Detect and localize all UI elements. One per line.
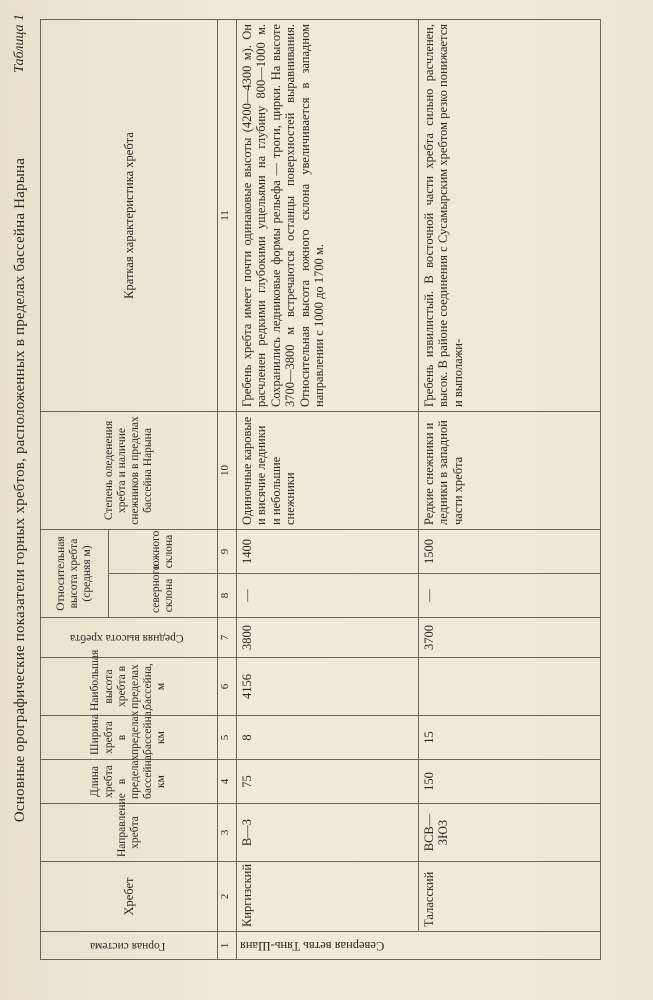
col-number: 1	[218, 932, 237, 960]
header-length: Длина хребта в пределах бассейна, км	[41, 760, 218, 804]
header-width: Ширина хребта в пределах бассейна, км	[41, 716, 218, 760]
column-number-row	[218, 20, 237, 960]
ridge-direction: В—З	[237, 804, 419, 862]
south-slope-height: 1500	[419, 530, 601, 574]
col-number: 3	[218, 804, 237, 862]
header-south-slope: южного склона	[109, 530, 218, 574]
col-number: 5	[218, 716, 237, 760]
header-relative-height: Относительная высота хребта (средняя м)	[41, 530, 109, 618]
header-mean-height: Средняя высота хребта	[41, 618, 218, 658]
ridge-width: 15	[419, 716, 601, 760]
south-slope-height: 1400	[237, 530, 419, 574]
header-ridge: Хребет	[41, 862, 218, 932]
col-number: 4	[218, 760, 237, 804]
col-number: 2	[218, 862, 237, 932]
ridge-max-height: 4156	[237, 658, 419, 716]
header-row	[41, 20, 109, 960]
header-direction: Направление хребта	[41, 804, 218, 862]
table-row	[237, 20, 419, 960]
header-character: Краткая характеристика хребта	[41, 20, 218, 412]
col-number: 6	[218, 658, 237, 716]
glaciation-text: Одиночные каровые и висячие ледники и небольшие снежники	[237, 412, 419, 530]
ridge-mean-height: 3800	[237, 618, 419, 658]
north-slope-height: —	[419, 574, 601, 618]
col-number: 11	[218, 20, 237, 412]
character-text: Гребень хребта имеет почти одинаковые высоты (4200—4300 м). Он расчленен редкими глубокими ущельями на глубину 800—1000 м. Сохранились ледниковые формы рельефа — троги, цирки. На высоте 3700—3800 м встречаются останцы поверхностей выравнивания. Относительная высота южного склона увеличивается в западном направлении с 1000 до 1700 м.	[237, 20, 419, 412]
ridge-direction: ВСВ—ЗЮЗ	[419, 804, 601, 862]
table-label: Таблица 1	[12, 14, 27, 73]
col-number: 10	[218, 412, 237, 530]
header-max-height: Наибольшая высота хребта в пределах бассейна, м	[41, 658, 218, 716]
header-north-slope: северного склона	[109, 574, 218, 618]
character-text: Гребень извилистый. В восточной части хребта сильно расчленен, высок. В районе соединения с Сусамырским хребтом резко понижается и выполажи-	[419, 20, 601, 412]
table-row	[419, 20, 601, 960]
ridge-name: Киргизский	[237, 862, 419, 932]
ridge-width: 8	[237, 716, 419, 760]
ridge-length: 75	[237, 760, 419, 804]
header-system: Горная система	[41, 932, 218, 960]
table-title: Основные орографические показатели горных хребтов, расположенных в пределах бассейна Нарына	[12, 157, 28, 823]
ridge-max-height	[419, 658, 601, 716]
orographic-table	[40, 19, 601, 960]
ridge-mean-height: 3700	[419, 618, 601, 658]
ridge-name: Таласский	[419, 862, 601, 932]
col-number: 9	[218, 530, 237, 574]
col-number: 7	[218, 618, 237, 658]
system-cell: Северная ветвь Тянь-Шаня	[237, 932, 601, 960]
header-glaciation: Степень оледенения хребта и наличие снежников в пределах бассейна Нарына	[41, 412, 218, 530]
glaciation-text: Редкие снежники и ледники в западной части хребта	[419, 412, 601, 530]
north-slope-height: —	[237, 574, 419, 618]
col-number: 8	[218, 574, 237, 618]
ridge-length: 150	[419, 760, 601, 804]
